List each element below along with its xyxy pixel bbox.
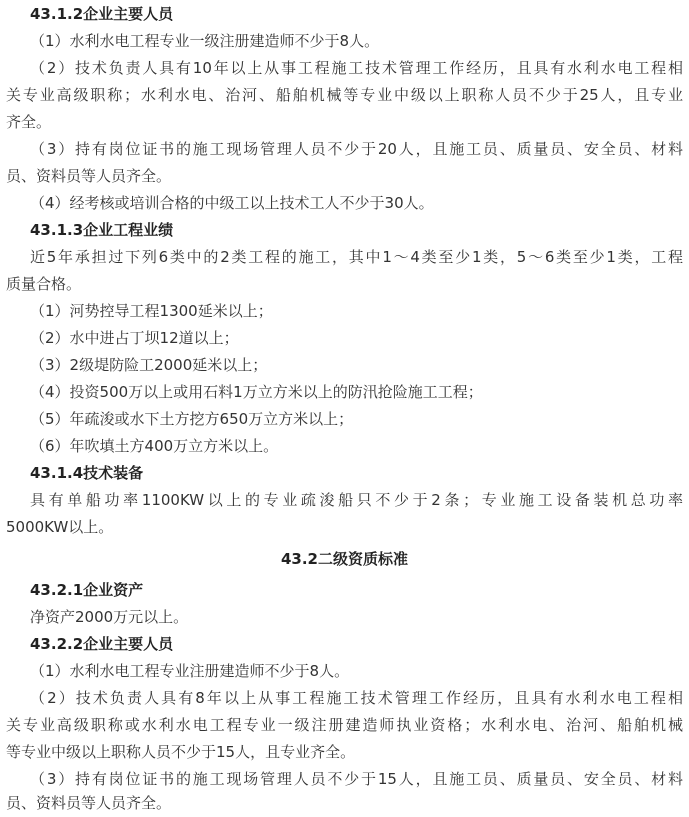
heading-43-1-4: 43.1.4技术装备: [30, 464, 144, 482]
paragraph-line: （1）水利水电工程专业注册建造师不少于8人。: [30, 662, 350, 680]
paragraph-line: 关专业高级职称；水利水电、治河、船舶机械等专业中级以上职称人员不少于25人，且专业: [6, 86, 683, 104]
paragraph-line: （3）持有岗位证书的施工现场管理人员不少于20人，且施工员、质量员、安全员、材料: [30, 140, 683, 158]
paragraph-line: （2）技术负责人具有10年以上从事工程施工技术管理工作经历，且具有水利水电工程相: [30, 59, 683, 77]
paragraph-line: 员、资料员等人员齐全。: [6, 167, 172, 185]
paragraph-line: 等专业中级以上职称人员不少于15人，且专业齐全。: [6, 743, 356, 761]
heading-43-2-2: 43.2.2企业主要人员: [30, 635, 174, 653]
list-item: （2）水中进占丁坝12道以上；: [30, 329, 239, 347]
paragraph-line: （2）技术负责人具有8年以上从事工程施工技术管理工作经历，且具有水利水电工程相: [30, 689, 683, 707]
heading-43-1-2: 43.1.2企业主要人员: [30, 5, 174, 23]
heading-43-1-3: 43.1.3企业工程业绩: [30, 221, 174, 239]
section-title-43-2: 43.2二级资质标准: [280, 550, 408, 568]
paragraph-line: 关专业高级职称或水利水电工程专业一级注册建造师执业资格；水利水电、治河、船舶机械: [6, 716, 683, 734]
heading-43-2-1: 43.2.1企业资产: [30, 581, 144, 599]
list-item: （3）2级堤防险工2000延米以上；: [30, 356, 268, 374]
paragraph-line: 具有单船功率1100KW以上的专业疏浚船只不少于2条；专业施工设备装机总功率: [30, 491, 683, 509]
paragraph-line: （4）经考核或培训合格的中级工以上技术工人不少于30人。: [30, 194, 434, 212]
list-item: （1）河势控导工程1300延米以上；: [30, 302, 273, 320]
list-item: （6）年吹填土方400万立方米以上。: [30, 437, 279, 455]
paragraph-line: 净资产2000万元以上。: [30, 608, 189, 626]
paragraph-line: 齐全。: [6, 113, 52, 131]
paragraph-line: 5000KW以上。: [6, 518, 114, 536]
paragraph-line: （1）水利水电工程专业一级注册建造师不少于8人。: [30, 32, 380, 50]
list-item: （4）投资500万以上或用石料1万立方米以上的防汛抢险施工工程；: [30, 383, 483, 401]
paragraph-line: 质量合格。: [6, 275, 82, 293]
paragraph-line: 员、资料员等人员齐全。: [6, 794, 172, 812]
paragraph-line: （3）持有岗位证书的施工现场管理人员不少于15人，且施工员、质量员、安全员、材料: [30, 770, 683, 788]
list-item: （5）年疏浚或水下土方挖方650万立方米以上；: [30, 410, 354, 428]
paragraph-line: 近5年承担过下列6类中的2类工程的施工，其中1～4类至少1类，5～6类至少1类，工程: [30, 248, 683, 266]
